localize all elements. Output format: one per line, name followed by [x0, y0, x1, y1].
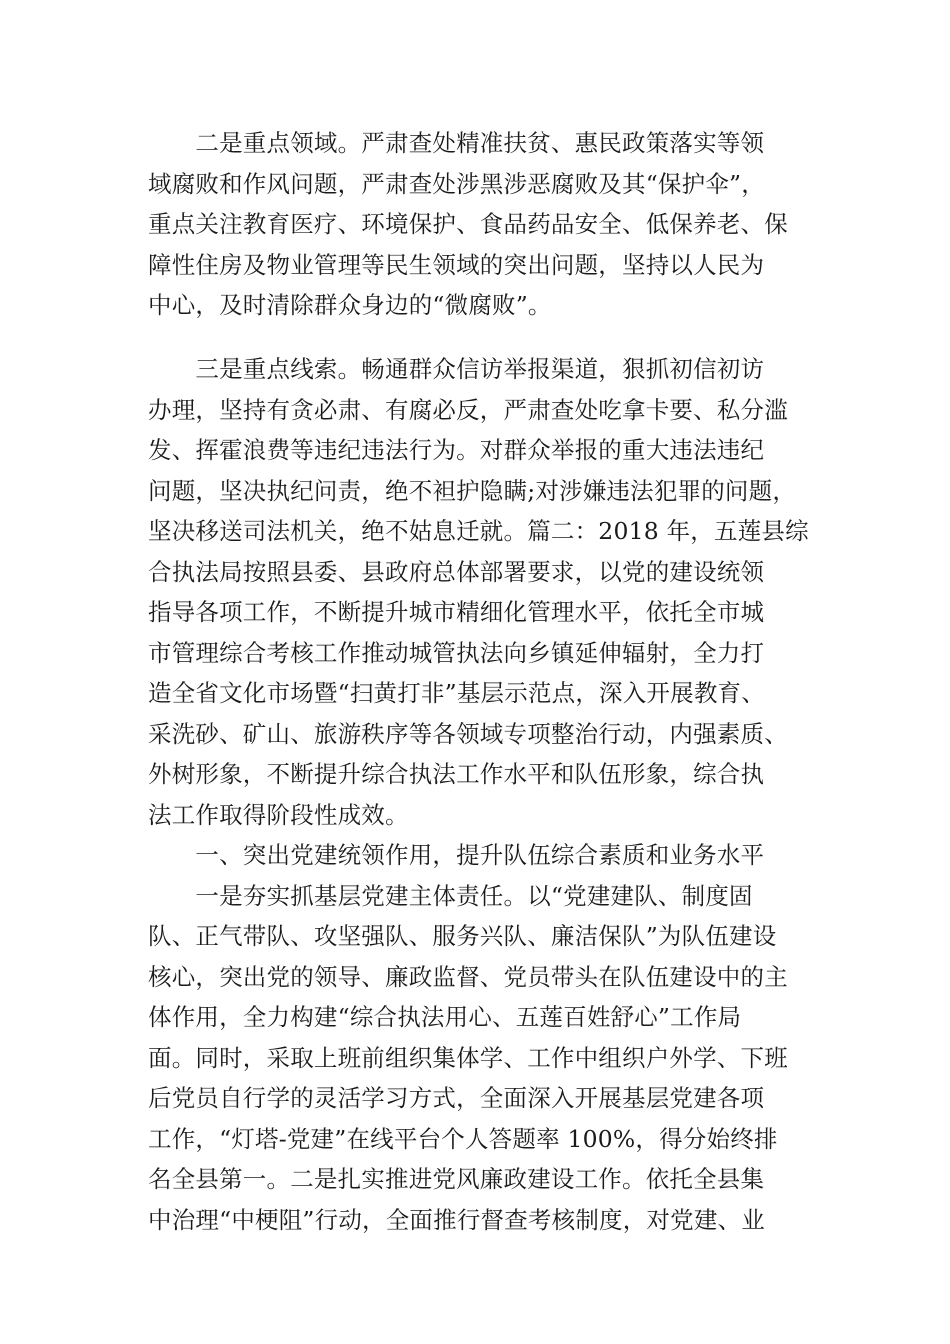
text-line: 名全县第一。二是扎实推进党风廉政建设工作。依托全县集 [148, 1165, 765, 1193]
text-line: 面。同时，采取上班前组织集体学、工作中组织户外学、下班 [148, 1043, 788, 1072]
text-line: 坚决移送司法机关，绝不姑息迁就。篇二：2018 年，五莲县综 [148, 517, 809, 545]
text-line: 市管理综合考核工作推动城管执法向乡镇延伸辐射，全力打 [148, 638, 765, 667]
text-line: 后党员自行学的灵活学习方式，全面深入开展基层党建各项 [148, 1084, 765, 1112]
text-line: 域腐败和作风问题，严肃查处涉黑涉恶腐败及其“保护伞”， [148, 169, 765, 198]
paragraph-key-areas [148, 123, 828, 326]
text-line: 发、挥霍浪费等违纪违法行为。对群众举报的重大违法违纪 [148, 436, 765, 464]
text-line: 中心，及时清除群众身边的“微腐败”。 [148, 291, 552, 319]
text-line: 外树形象，不断提升综合执法工作水平和队伍形象，综合执 [148, 760, 765, 788]
text-line: 重点关注教育医疗、环境保护、食品药品安全、低保养老、保 [148, 210, 788, 238]
text-line: 体作用，全力构建“综合执法用心、五莲百姓舒心”工作局 [148, 1003, 742, 1031]
text-line: 法工作取得阶段性成效。 [148, 800, 409, 829]
text-line: 三是重点线索。畅通群众信访举报渠道，狠抓初信初访 [148, 355, 765, 383]
section-heading: 一、突出党建统领作用，提升队伍综合素质和业务水平 [148, 841, 765, 869]
text-line: 造全省文化市场暨“扫黄打非”基层示范点，深入开展教育、 [148, 679, 765, 707]
text-line: 办理，坚持有贪必肃、有腐必反，严肃查处吃拿卡要、私分滥 [148, 395, 788, 424]
text-line: 指导各项工作，不断提升城市精细化管理水平，依托全市城 [148, 598, 765, 626]
text-line: 问题，坚决执纪问责，绝不袒护隐瞒;对涉嫌违法犯罪的问题， [148, 476, 797, 505]
paragraph-key-clues [148, 349, 828, 1240]
text-line: 工作，“灯塔-党建”在线平台个人答题率 100%，得分始终排 [148, 1124, 778, 1153]
text-line: 一是夯实抓基层党建主体责任。以“党建建队、制度固 [148, 881, 753, 910]
text-line: 二是重点领域。严肃查处精准扶贫、惠民政策落实等领 [148, 129, 765, 157]
text-line: 障性住房及物业管理等民生领域的突出问题，坚持以人民为 [148, 250, 765, 279]
text-line: 采洗砂、矿山、旅游秩序等各领域专项整治行动，内强素质、 [148, 719, 788, 748]
text-line: 核心，突出党的领导、廉政监督、党员带头在队伍建设中的主 [148, 962, 788, 991]
text-line: 队、正气带队、攻坚强队、服务兴队、廉洁保队”为队伍建设 [148, 922, 777, 950]
text-line: 合执法局按照县委、县政府总体部署要求，以党的建设统领 [148, 557, 765, 586]
text-line: 中治理“中梗阻”行动，全面推行督查考核制度，对党建、业 [148, 1205, 765, 1234]
